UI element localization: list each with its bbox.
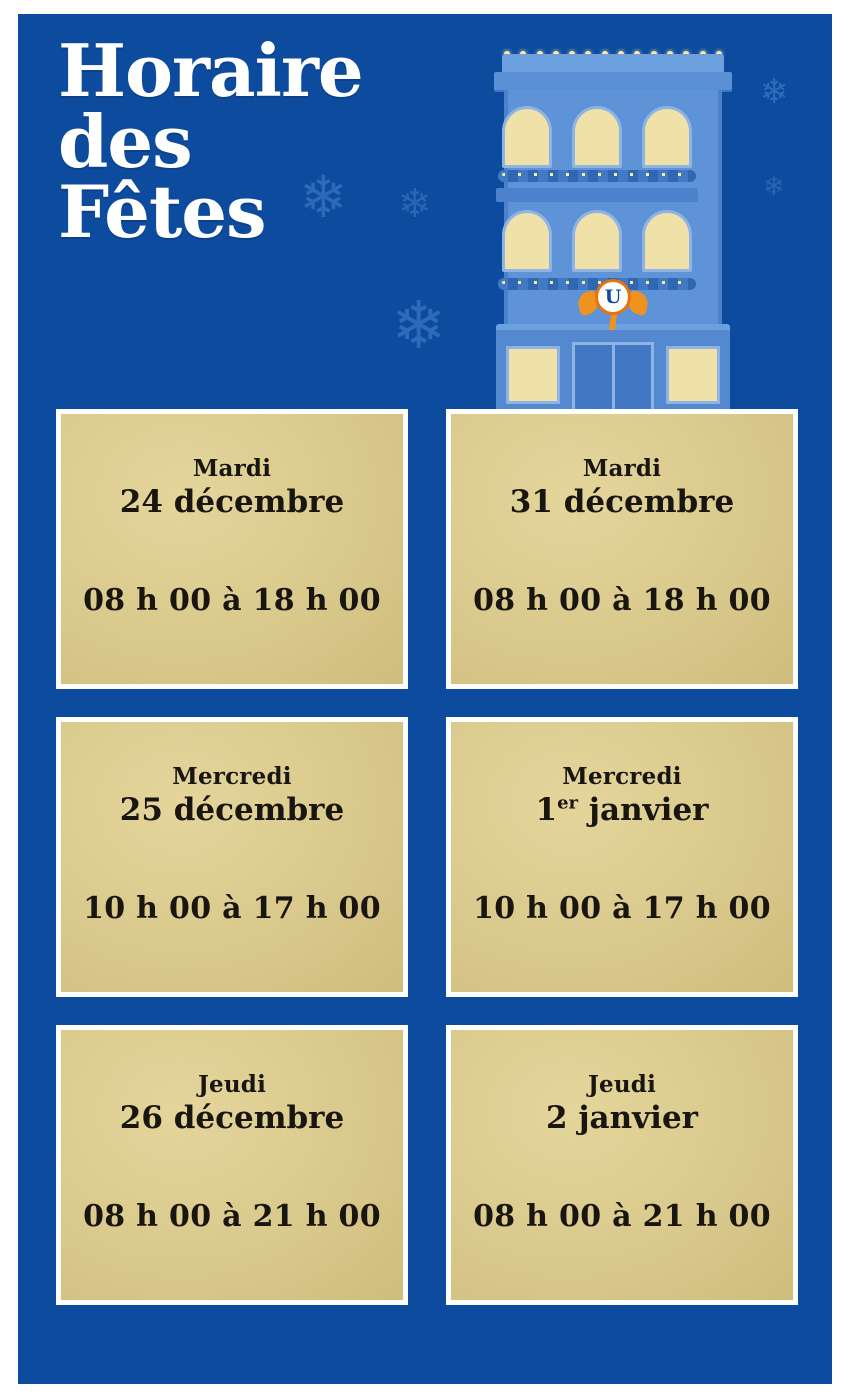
card-date-label: 26 décembre <box>119 1100 345 1137</box>
page-title-line-2: des <box>58 98 192 184</box>
card-hours-label: 10 h 00 à 17 h 00 <box>473 890 771 926</box>
card-date-month: janvier <box>578 792 709 829</box>
window-icon <box>572 210 622 272</box>
floor-divider <box>496 188 698 202</box>
card-date-ordinal: er <box>557 792 579 814</box>
window-icon <box>572 106 622 168</box>
shop-window-left-icon <box>506 346 560 404</box>
card-day-label: Mercredi <box>562 763 682 790</box>
schedule-card <box>56 717 408 997</box>
schedule-grid <box>56 409 798 1305</box>
storefront-illustration <box>488 42 738 397</box>
card-hours-label: 08 h 00 à 21 h 00 <box>473 1198 771 1234</box>
snowflake-icon: ❄ <box>398 181 432 226</box>
schedule-card <box>446 1025 798 1305</box>
building-cornice <box>494 72 732 90</box>
card-day-label: Mardi <box>192 455 272 482</box>
card-day-label: Jeudi <box>587 1071 657 1098</box>
card-hours-label: 10 h 00 à 17 h 00 <box>83 890 381 926</box>
page-title <box>58 28 363 255</box>
card-date-label <box>536 793 709 829</box>
brand-logo <box>592 276 634 322</box>
page-title-line-1: Horaire <box>58 28 363 113</box>
window-row-upper <box>502 106 692 168</box>
card-date-number: 1 <box>535 792 558 829</box>
garland-icon <box>498 170 696 182</box>
snowflake-icon: ❄ <box>760 74 789 111</box>
card-hours-label: 08 h 00 à 21 h 00 <box>83 1198 381 1234</box>
window-icon <box>502 106 552 168</box>
card-hours-label: 08 h 00 à 18 h 00 <box>473 582 771 618</box>
schedule-card <box>56 1025 408 1305</box>
logo-disc <box>595 279 631 315</box>
logo-letter: U <box>604 285 622 308</box>
schedule-card <box>56 409 408 689</box>
card-date-label: 24 décembre <box>119 484 345 521</box>
window-row-lower <box>502 210 692 272</box>
card-date-label: 25 décembre <box>119 792 345 829</box>
card-date-label: 31 décembre <box>509 484 735 521</box>
schedule-card <box>446 409 798 689</box>
card-hours-label: 08 h 00 à 18 h 00 <box>83 582 381 618</box>
poster-canvas <box>18 14 832 1384</box>
schedule-card <box>446 717 798 997</box>
building-cornice-top <box>502 54 724 74</box>
shop-window-right-icon <box>666 346 720 404</box>
window-icon <box>642 210 692 272</box>
window-icon <box>642 106 692 168</box>
card-date-label: 2 janvier <box>545 1100 699 1137</box>
window-icon <box>502 210 552 272</box>
card-day-label: Mardi <box>582 455 662 482</box>
page-title-line-3: Fêtes <box>58 169 266 255</box>
entrance-door-icon <box>572 342 654 416</box>
card-day-label: Jeudi <box>197 1071 267 1098</box>
snowflake-icon: ❄ <box>763 172 785 201</box>
snowflake-icon: ❄ <box>391 290 447 363</box>
card-day-label: Mercredi <box>172 763 292 790</box>
snowflake-icon: ❄ <box>299 165 348 230</box>
